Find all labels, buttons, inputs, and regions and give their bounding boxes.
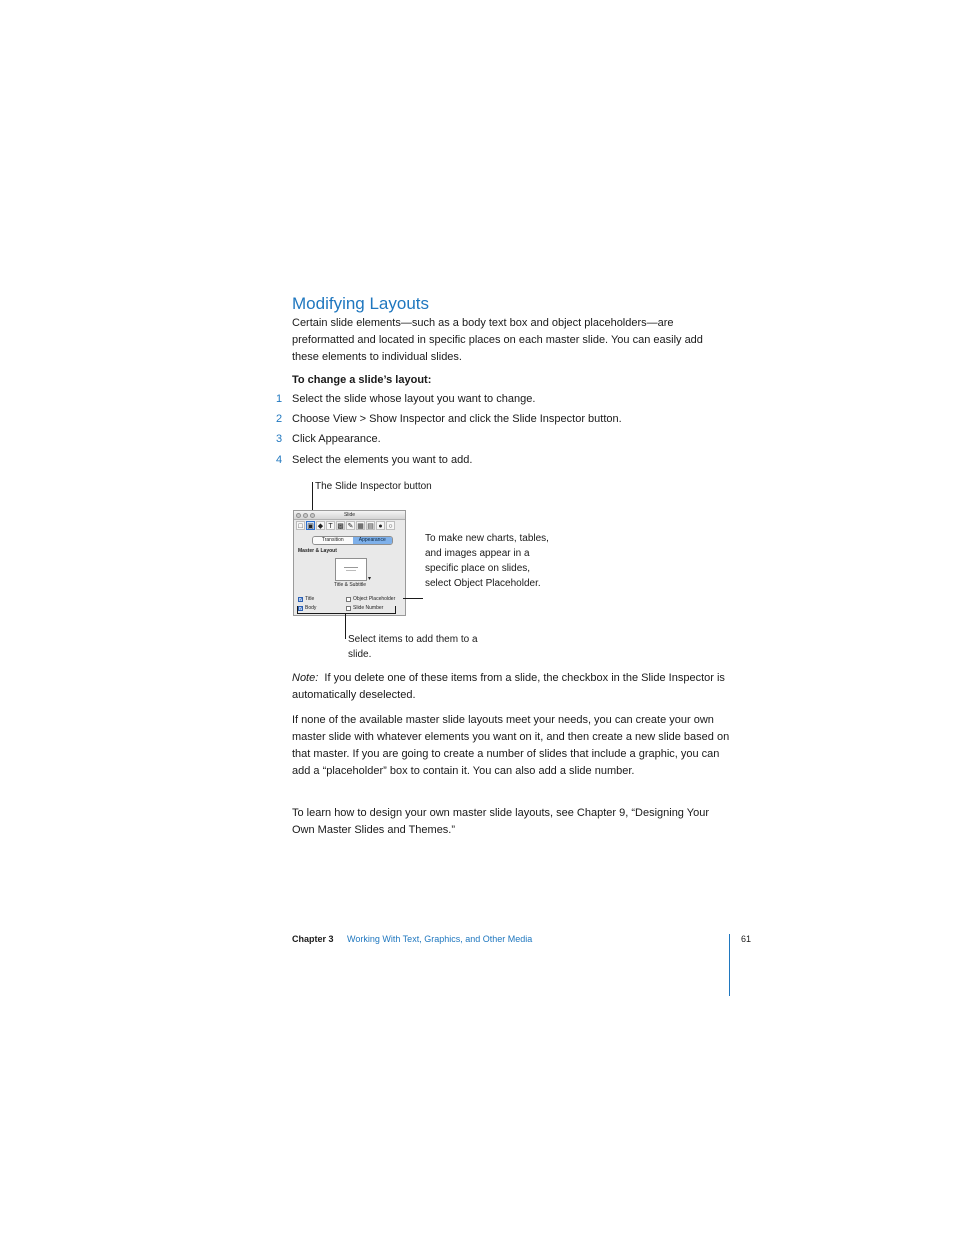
callout-line-bottom bbox=[345, 613, 346, 639]
footer-rule bbox=[729, 934, 730, 996]
checkbox-title[interactable] bbox=[298, 596, 314, 602]
document-inspector-icon[interactable]: □ bbox=[296, 521, 305, 530]
checkbox-icon bbox=[346, 606, 351, 611]
text-inspector-icon[interactable]: T bbox=[326, 521, 335, 530]
section-label: Master & Layout bbox=[298, 548, 337, 554]
master-thumbnail[interactable] bbox=[335, 558, 367, 581]
checkbox-body[interactable] bbox=[298, 605, 316, 611]
checkbox-label: Body bbox=[305, 605, 317, 611]
graphic-inspector-icon[interactable]: ▩ bbox=[337, 523, 344, 530]
inspector-tabs bbox=[312, 536, 393, 545]
callout-select-items: Select items to add them to a slide. bbox=[348, 634, 478, 660]
checkmark-icon: ✓ bbox=[299, 596, 304, 603]
step-text: Select the slide whose layout you want to change. bbox=[292, 393, 536, 405]
checkmark-icon: ✓ bbox=[299, 605, 304, 612]
step-number: 4 bbox=[276, 454, 283, 466]
hyperlink-inspector-icon[interactable]: ● bbox=[376, 521, 385, 530]
note-paragraph bbox=[292, 670, 732, 704]
page-title: Modifying Layouts bbox=[292, 294, 430, 313]
checkbox-object-placeholder[interactable] bbox=[346, 596, 395, 602]
window-title: Slide bbox=[343, 512, 356, 518]
slide-inspector-icon[interactable]: ▣ bbox=[307, 523, 314, 530]
callout-inspector-button: The Slide Inspector button bbox=[315, 481, 432, 492]
step-2 bbox=[276, 411, 622, 428]
step-3 bbox=[276, 431, 381, 448]
task-heading: To change a slide’s layout: bbox=[292, 374, 432, 386]
step-number: 3 bbox=[276, 433, 283, 445]
metrics-inspector-icon[interactable]: ✎ bbox=[347, 523, 354, 530]
step-text: Click Appearance. bbox=[292, 433, 381, 445]
step-text: Select the elements you want to add. bbox=[292, 454, 473, 466]
checkbox-slide-number[interactable] bbox=[346, 605, 383, 611]
note-label: Note: bbox=[292, 672, 319, 684]
checkbox-label: Title bbox=[305, 596, 315, 602]
theme-inspector-icon[interactable]: ◆ bbox=[317, 523, 324, 530]
page-number: 61 bbox=[741, 934, 752, 944]
callout-bracket bbox=[297, 613, 396, 614]
tab-appearance[interactable]: Appearance bbox=[353, 537, 393, 544]
step-1 bbox=[276, 391, 535, 408]
footer-chapter: Chapter 3 bbox=[292, 934, 334, 944]
inspector-toolbar bbox=[296, 521, 403, 531]
callout-line-right bbox=[403, 598, 423, 599]
intro-paragraph: Certain slide elements—such as a body text box and object placeholders—are preformatted and located in specific places on each master slide. You can easily add these elements to individual slides. bbox=[292, 317, 703, 363]
step-text: Choose View > Show Inspector and click the Slide Inspector button. bbox=[292, 413, 622, 425]
window-titlebar bbox=[294, 511, 405, 520]
quicktime-inspector-icon[interactable]: ○ bbox=[386, 521, 395, 530]
callout-bracket-right bbox=[395, 606, 396, 614]
master-name: Title & Subtitle bbox=[333, 582, 367, 588]
step-number: 1 bbox=[276, 393, 283, 405]
checkbox-label: Object Placeholder bbox=[353, 596, 396, 602]
callout-object-placeholder: To make new charts, tables, and images appear in a specific place on slides, select Object Placeholder. bbox=[425, 533, 549, 589]
footer-chapter-title: Working With Text, Graphics, and Other Media bbox=[347, 934, 533, 944]
table-inspector-icon[interactable]: ▦ bbox=[357, 523, 364, 530]
step-4 bbox=[276, 452, 472, 469]
body-paragraph: If none of the available master slide layouts meet your needs, you can create your own master slide with whatever elements you want on it, and then create a new slide based on that master. If you are going to create a number of slides that include a graphic, you can add a “placeholder” box to contain it. You can also add a slide number. bbox=[292, 714, 730, 777]
checkbox-label: Slide Number bbox=[353, 605, 384, 611]
step-number: 2 bbox=[276, 413, 283, 425]
chevron-down-icon[interactable]: ▾ bbox=[368, 576, 372, 582]
chart-inspector-icon[interactable]: ▤ bbox=[367, 523, 374, 530]
slide-inspector-window bbox=[293, 510, 406, 616]
note-text: If you delete one of these items from a slide, the checkbox in the Slide Inspector is automatically deselected. bbox=[292, 672, 725, 701]
reference-paragraph: To learn how to design your own master slide layouts, see Chapter 9, “Designing Your Own Master Slides and Themes.” bbox=[292, 807, 710, 836]
callout-bracket-left bbox=[297, 606, 298, 614]
tab-transition[interactable]: Transition bbox=[313, 537, 353, 544]
checkbox-icon bbox=[346, 597, 351, 602]
